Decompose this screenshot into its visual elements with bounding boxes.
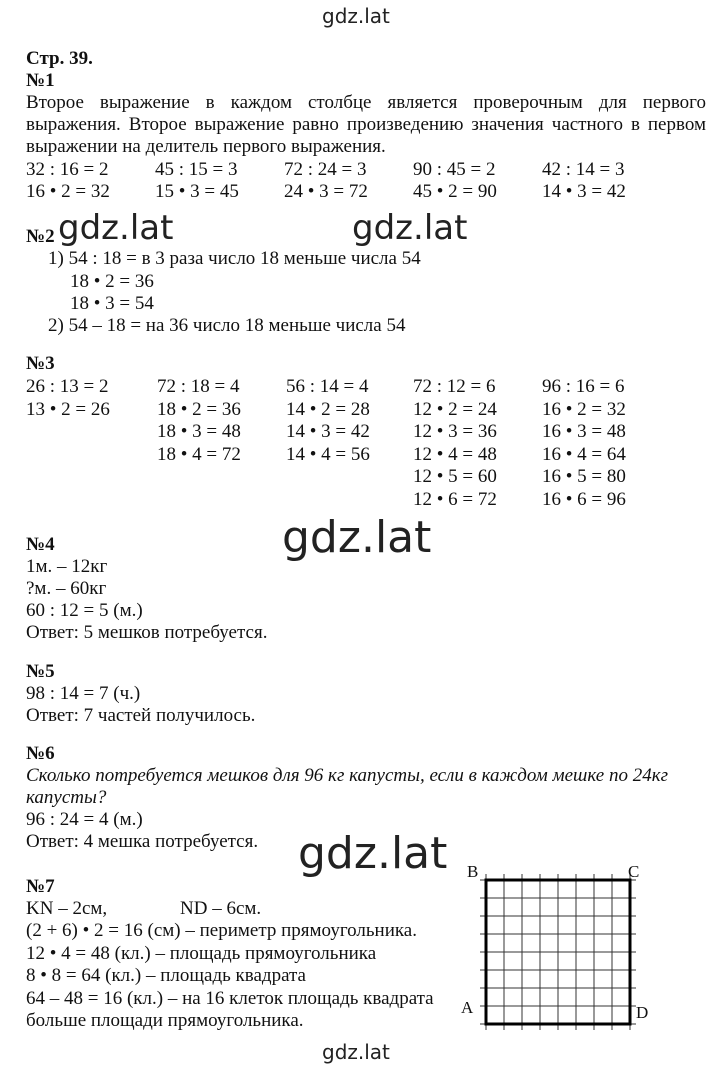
task3-expr: 14 • 4 = 56 [286, 444, 370, 465]
watermark-left: gdz.lat [58, 208, 174, 248]
task3-expr: 12 • 3 = 36 [413, 421, 497, 442]
task7-line: 64 – 48 = 16 (кл.) – на 16 клеток площадь квадрата [26, 988, 434, 1009]
task3-expr: 12 • 2 = 24 [413, 399, 497, 420]
vertex-label-b: B [467, 862, 479, 881]
task4-title: №4 [26, 534, 55, 555]
task1-title: №1 [26, 70, 55, 91]
task3-expr: 13 • 2 = 26 [26, 399, 110, 420]
task2-line: 18 • 2 = 36 [70, 271, 154, 292]
task3-expr: 16 • 6 = 96 [542, 489, 626, 510]
task7-line: 12 • 4 = 48 (кл.) – площадь прямоугольника [26, 943, 377, 964]
task1-expr: 42 : 14 = 3 [542, 159, 625, 180]
task1-expr: 32 : 16 = 2 [26, 159, 109, 180]
task3-expr: 96 : 16 = 6 [542, 376, 625, 397]
task2-line: 2) 54 – 18 = на 36 число 18 меньше числа 54 [48, 315, 406, 336]
task1-check: 16 • 2 = 32 [26, 181, 110, 202]
task1-text-line1: Второе выражение в каждом столбце является проверочным для первого [26, 92, 706, 113]
task6-title: №6 [26, 743, 55, 764]
task2-line: 1) 54 : 18 = в 3 раза число 18 меньше числа 54 [48, 248, 421, 269]
vertex-label-a: A [461, 998, 474, 1017]
task5-answer: Ответ: 7 частей получилось. [26, 705, 256, 726]
task3-expr: 12 • 5 = 60 [413, 466, 497, 487]
task7-line: больше площади прямоугольника. [26, 1010, 304, 1031]
task3-expr: 14 • 2 = 28 [286, 399, 370, 420]
task6-question: Сколько потребуется мешков для 96 кг капусты, если в каждом мешке по 24кг [26, 765, 669, 786]
watermark-mid: gdz.lat [282, 512, 432, 563]
task7-line: 8 • 8 = 64 (кл.) – площадь квадрата [26, 965, 306, 986]
vertex-label-c: C [628, 862, 640, 881]
task3-expr: 72 : 18 = 4 [157, 376, 240, 397]
task1-text-line3: выражении на делитель первого выражения. [26, 136, 386, 157]
task7-nd: ND – 6см. [180, 898, 262, 919]
task3-expr: 18 • 3 = 48 [157, 421, 241, 442]
task3-expr: 18 • 4 = 72 [157, 444, 241, 465]
task3-expr: 26 : 13 = 2 [26, 376, 109, 397]
task4-line: ?м. – 60кг [26, 578, 107, 599]
task3-title: №3 [26, 353, 55, 374]
task3-expr: 16 • 2 = 32 [542, 399, 626, 420]
watermark-top: gdz.lat [322, 4, 390, 28]
task1-check: 24 • 3 = 72 [284, 181, 368, 202]
task3-expr: 72 : 12 = 6 [413, 376, 496, 397]
task6-line: 96 : 24 = 4 (м.) [26, 809, 143, 830]
task1-expr: 45 : 15 = 3 [155, 159, 238, 180]
task4-line: 60 : 12 = 5 (м.) [26, 600, 143, 621]
task3-expr: 18 • 2 = 36 [157, 399, 241, 420]
task3-expr: 56 : 14 = 4 [286, 376, 369, 397]
task3-expr: 12 • 4 = 48 [413, 444, 497, 465]
task4-line: 1м. – 12кг [26, 556, 108, 577]
task6-answer: Ответ: 4 мешка потребуется. [26, 831, 259, 852]
task1-check: 14 • 3 = 42 [542, 181, 626, 202]
task3-expr: 16 • 5 = 80 [542, 466, 626, 487]
task7-kn: KN – 2см, [26, 898, 108, 919]
task4-answer: Ответ: 5 мешков потребуется. [26, 622, 268, 643]
task2-title: №2 [26, 226, 55, 247]
task6-question: капусты? [26, 787, 107, 808]
task3-expr: 14 • 3 = 42 [286, 421, 370, 442]
task5-line: 98 : 14 = 7 (ч.) [26, 683, 141, 704]
task7-title: №7 [26, 876, 55, 897]
task3-expr: 16 • 4 = 64 [542, 444, 626, 465]
task1-text-line2: выражения. Второе выражение равно произведению значения частного в первом [26, 114, 706, 135]
task1-expr: 72 : 24 = 3 [284, 159, 367, 180]
task3-expr: 16 • 3 = 48 [542, 421, 626, 442]
task2-line: 18 • 3 = 54 [70, 293, 154, 314]
page-number: Стр. 39. [26, 48, 93, 69]
task3-expr: 12 • 6 = 72 [413, 489, 497, 510]
task5-title: №5 [26, 661, 55, 682]
watermark-lower: gdz.lat [298, 828, 448, 879]
watermark-right: gdz.lat [352, 208, 468, 248]
task1-check: 45 • 2 = 90 [413, 181, 497, 202]
square-grid-drawing [466, 862, 656, 1032]
task7-line: (2 + 6) • 2 = 16 (см) – периметр прямоугольника. [26, 920, 417, 941]
task1-check: 15 • 3 = 45 [155, 181, 239, 202]
watermark-bottom: gdz.lat [322, 1040, 390, 1064]
vertex-label-d: D [636, 1003, 649, 1022]
task1-expr: 90 : 45 = 2 [413, 159, 496, 180]
